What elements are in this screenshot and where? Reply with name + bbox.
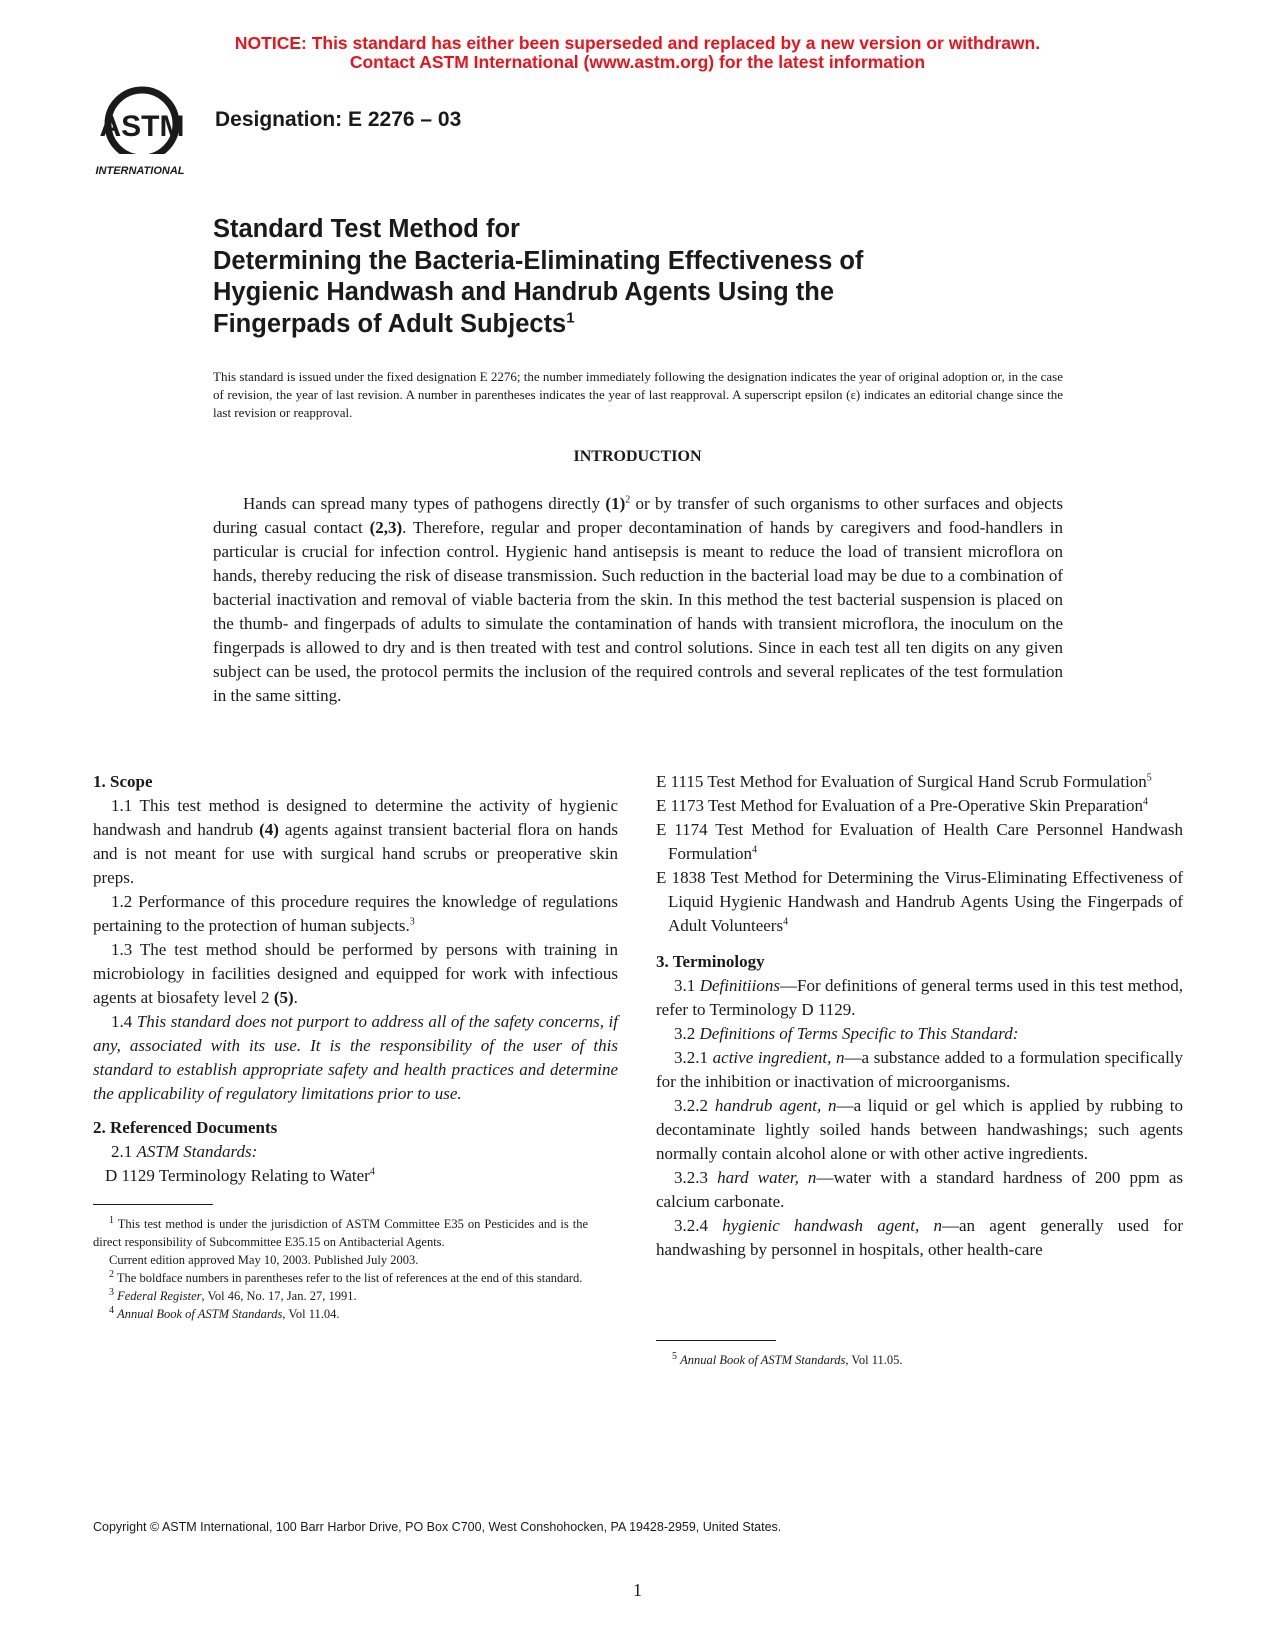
scope-1-3-text-a: 1.3 The test method should be performed by persons with training in microbiology in facilities designed and equipped for work with infectious agents at biosafety level 2 [93,940,618,1007]
scope-1-3 [93,938,618,1010]
term-3-2-2 [656,1094,1183,1166]
term-3-1-text: —For definitions of general terms used in this test method, refer to Terminology D 1129. [656,976,1184,1019]
ref-e1115-sup: 5 [1146,772,1152,784]
footnote-5-mark: 5 [672,1350,677,1362]
scope-1-4-text: This standard does not purport to address all of the safety concerns, if any, associated with its use. It is the responsibility of the user of this standard to establish appropriate safety and health practices and determine the applicability of regulatory limitations prior to use. [93,1012,618,1103]
footnote-rule-right [656,1340,776,1341]
term-3-2-italic: Definitions of Terms Specific to This Standard: [699,1024,1019,1043]
referenced-2-1-num: 2.1 [111,1142,137,1161]
term-3-1 [656,974,1183,1022]
term-3-2-2-text: —a liquid or gel which is applied by rubbing to decontaminate lightly soiled hands between handwashings; such agents normally contain alcohol alone or with other active ingredients. [656,1096,1183,1163]
term-3-1-num: 3.1 [674,976,700,995]
right-column [656,770,1183,1262]
ref-e1115 [656,770,1183,794]
footnote-3 [93,1287,588,1305]
scope-1-3-text-b: . [293,988,298,1007]
scope-1-1 [93,794,618,890]
intro-footnote-2: 2 [625,494,631,506]
term-3-2-1-text: —a substance added to a formulation specifically for the inhibition or inactivation of microorganisms. [656,1048,1184,1091]
scope-ref-4: (4) [259,820,279,839]
ref-e1838-sup: 4 [783,916,789,928]
referenced-heading: 2. Referenced Documents [93,1118,278,1137]
footnote-4 [93,1305,588,1323]
title-line-4: Fingerpads of Adult Subjects [213,309,567,338]
title-line-1: Standard Test Method for [213,215,520,243]
scope-ref-5: (5) [273,988,294,1007]
footnote-1b: Current edition approved May 10, 2003. Published July 2003. [109,1253,419,1267]
ref-e1115-text: E 1115 Test Method for Evaluation of Surgical Hand Scrub Formulation [656,772,1147,791]
ref-e1174 [656,818,1183,866]
issued-note: This standard is issued under the fixed designation E 2276; the number immediately following the designation indicates the year of original adoption or, in the case of revision, the year of last revision. A number in parentheses indicates the year of last reapproval. A superscript epsilon (ε) indicates an editorial change since the last revision or reapproval. [213,369,1063,420]
footnote-1-text: This test method is under the jurisdiction of ASTM Committee E35 on Pesticides and is the direct responsibility of Subcommittee E35.15 on Antibacterial Agents. [93,1217,588,1249]
footnote-3-italic: Federal Register [117,1289,202,1303]
term-3-2-2-italic: handrub agent, n [714,1096,837,1115]
term-3-2-3-text: —water with a standard hardness of 200 ppm as calcium carbonate. [656,1168,1184,1211]
referenced-2-1 [93,1140,618,1164]
designation: Designation: E 2276 – 03 [215,108,462,131]
right-footnote-block [656,1351,1183,1369]
footnote-1 [93,1215,588,1251]
scope-1-4 [93,1010,618,1106]
footnote-3-text: , Vol 46, No. 17, Jan. 27, 1991. [201,1289,357,1303]
scope-1-2 [93,890,618,938]
ref-e1173 [656,794,1183,818]
scope-heading: 1. Scope [93,772,153,791]
footnote-5 [656,1351,1183,1369]
footnote-rule-left [93,1204,213,1205]
scope-1-4-num: 1.4 [111,1012,137,1031]
intro-ref-1: (1) [605,494,626,513]
ref-d1129-sup: 4 [369,1166,375,1178]
footnote-4-text: , Vol 11.04. [282,1307,340,1321]
term-3-1-italic: Definitiions [699,976,780,995]
term-3-2-3-num: 3.2.3 [674,1168,718,1187]
title-line-3: Hygienic Handwash and Handrub Agents Using the [213,278,835,306]
scope-1-1-text-a: 1.1 This test method is designed to determine the activity of hygienic handwash and handrub [93,796,618,839]
term-3-2-4 [656,1214,1183,1262]
term-3-2-num: 3.2 [674,1024,700,1043]
left-column [93,770,618,1188]
copyright-line: Copyright © ASTM International, 100 Barr Harbor Drive, PO Box C700, West Conshohocken, PA 19428-2959, United States. [93,1520,782,1534]
footnote-4-mark: 4 [109,1304,114,1316]
term-3-2-1-num: 3.2.1 [674,1048,713,1067]
term-3-2-1 [656,1046,1183,1094]
term-3-2-4-italic: hygienic handwash agent, n [722,1216,942,1235]
ref-e1838 [656,866,1183,938]
title-footnote-mark: 1 [566,309,575,326]
footnote-5-text: , Vol 11.05. [845,1353,903,1367]
left-footnotes [93,1204,588,1323]
footnote-2 [93,1269,588,1287]
ref-e1173-sup: 4 [1142,796,1148,808]
intro-ref-2: (2,3) [369,518,403,537]
referenced-2-1-text: ASTM Standards: [136,1142,258,1161]
intro-text-b: or by transfer of such organisms to other surfaces and objects during casual contact [213,494,1064,537]
document-title [213,214,1113,340]
footnote-5-italic: Annual Book of ASTM Standards [680,1353,846,1367]
logo-gap [114,154,170,162]
terminology-heading: 3. Terminology [656,952,765,971]
logo-international: INTERNATIONAL [95,165,185,177]
term-3-2-3 [656,1166,1183,1214]
notice-line-1: NOTICE: This standard has either been superseded and replaced by a new version or withdrawn. [234,33,1041,53]
introduction-paragraph [213,492,1063,708]
left-footnote-block [93,1215,588,1323]
scope-1-1-text-b: agents against transient bacterial flora on hands and is not meant for use with surgical hand scrubs or preoperative skin preps. [93,820,618,887]
term-3-2-1-italic: active ingredient, n [712,1048,845,1067]
footnote-1-mark: 1 [109,1214,114,1226]
title-line-2: Determining the Bacteria-Eliminating Effectiveness of [213,246,864,275]
ref-e1174-sup: 4 [752,844,758,856]
term-3-2 [656,1022,1183,1046]
introduction-heading: INTRODUCTION [573,448,702,465]
scope-1-2-text: 1.2 Performance of this procedure requires the knowledge of regulations pertaining to the protection of human subjects. [93,892,618,935]
page-number: 1 [633,1580,642,1600]
term-3-2-3-italic: hard water, n [717,1168,817,1187]
footnote-2-mark: 2 [109,1268,114,1280]
astm-logo [92,84,198,180]
right-refs-list [656,770,1183,938]
term-3-2-4-text: —an agent generally used for handwashing by personnel in hospitals, other health-care [656,1216,1183,1259]
logo-letters: ASTM [99,110,185,143]
notice-line-2: Contact ASTM International (www.astm.org) for the latest information [349,52,926,72]
scope-1-2-sup: 3 [409,916,415,928]
footnote-3-mark: 3 [109,1286,114,1298]
footnote-2-text: The boldface numbers in parentheses refer to the list of references at the end of this standard. [116,1271,583,1285]
withdrawn-notice [0,34,1275,72]
right-footnotes [656,1340,1183,1369]
ref-e1174-text: E 1174 Test Method for Evaluation of Health Care Personnel Handwash Formulation [656,820,1183,863]
ref-e1173-text: E 1173 Test Method for Evaluation of a Pre-Operative Skin Preparation [656,796,1143,815]
ref-d1129 [93,1164,618,1188]
term-3-2-2-num: 3.2.2 [674,1096,715,1115]
intro-text-a: Hands can spread many types of pathogens directly [243,494,606,513]
ref-d1129-text: D 1129 Terminology Relating to Water [105,1166,370,1185]
intro-text-c: . Therefore, regular and proper decontamination of hands by caregivers and food-handlers in particular is crucial for infection control. Hygienic hand antisepsis is meant to reduce the load of transient microflora on hands, thereby reducing the risk of disease transmission. Such reduction in the bacterial load may be due to a combination of bacterial inactivation and removal of viable bacteria from the skin. In this method the test bacterial suspension is placed on the thumb- and fingerpads of adults to simulate the contamination of hands with transient microflora, the inoculum on the fingerpads is allowed to dry and is then treated with test and control solutions. Since in each test all ten digits on any given subject can be used, the protocol permits the inclusion of the required controls and several replicates of the test formulation in the same sitting. [213,518,1063,705]
ref-e1838-text: E 1838 Test Method for Determining the Virus-Eliminating Effectiveness of Liquid Hygienic Handwash and Handrub Agents Using the Fingerpads of Adult Volunteers [656,868,1183,935]
footnote-4-italic: Annual Book of ASTM Standards [117,1307,283,1321]
term-3-2-4-num: 3.2.4 [674,1216,723,1235]
